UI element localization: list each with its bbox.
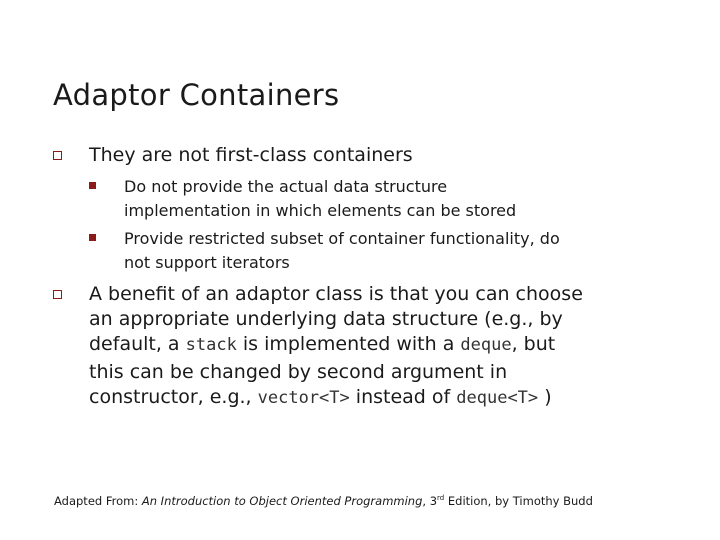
bullet-2-line-5: [89, 385, 552, 411]
footer-mid: , 3: [422, 494, 438, 508]
bullet-1-text: They are not first-class containers: [89, 144, 413, 166]
bullet-2-line-3: [89, 332, 555, 358]
code-vector-t: vector<T>: [257, 388, 350, 408]
filled-square-bullet-icon: [89, 234, 96, 241]
bullet-2-line-4: this can be changed by second argument in: [89, 361, 508, 383]
footer-superscript: rd: [437, 494, 445, 503]
footer-citation: [54, 494, 593, 508]
text-segment: is implemented with a: [236, 333, 461, 355]
hollow-square-bullet-icon: [53, 151, 62, 160]
sub-bullet-2-line-1: Provide restricted subset of container functionality, do: [124, 229, 560, 248]
bullet-2-line-1: A benefit of an adaptor class is that you can choose: [89, 283, 583, 305]
sub-bullet-1-line-2: implementation in which elements can be stored: [124, 201, 517, 220]
code-deque-t: deque<T>: [456, 388, 539, 408]
text-segment: ): [538, 386, 552, 408]
footer-book-title: An Introduction to Object Oriented Programming: [141, 494, 423, 508]
sub-bullet-1-line-1: Do not provide the actual data structure: [124, 177, 448, 196]
hollow-square-bullet-icon: [53, 290, 62, 299]
code-deque: deque: [460, 335, 512, 355]
text-segment: instead of: [349, 386, 457, 408]
text-segment: , but: [511, 333, 556, 355]
filled-square-bullet-icon: [89, 182, 96, 189]
slide-title: Adaptor Containers: [53, 78, 340, 112]
text-segment: default, a: [89, 333, 186, 355]
text-segment: constructor, e.g.,: [89, 386, 258, 408]
code-stack: stack: [185, 335, 237, 355]
footer-prefix: Adapted From:: [54, 494, 142, 508]
footer-suffix: Edition, by Timothy Budd: [444, 494, 593, 508]
bullet-2-line-2: an appropriate underlying data structure (e.g., by: [89, 308, 563, 330]
sub-bullet-2-line-2: not support iterators: [124, 253, 290, 272]
